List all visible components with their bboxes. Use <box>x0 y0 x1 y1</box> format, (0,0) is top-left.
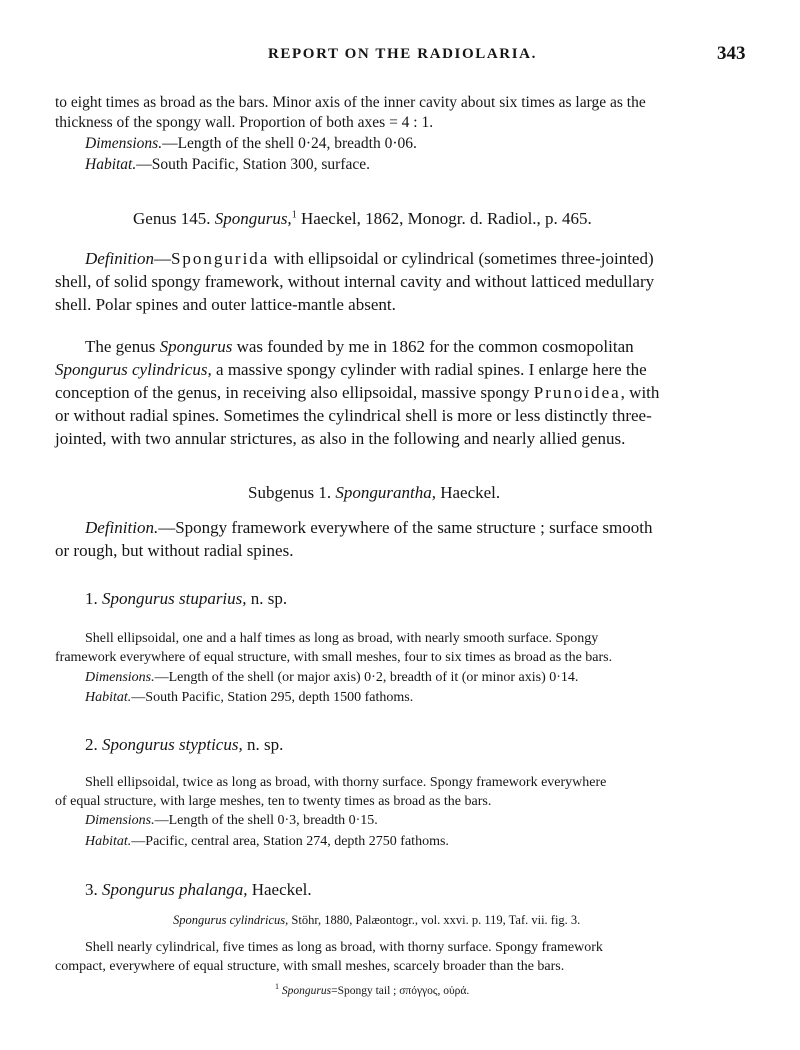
species-synonym: Spongurus cylindricus, Stöhr, 1880, Palæontogr., vol. xxvi. p. 119, Taf. vii. fig. 3. <box>173 913 581 927</box>
species-description-line: compact, everywhere of equal structure, with small meshes, scarcely broader than the bars. <box>55 959 565 974</box>
species-heading: 2. Spongurus stypticus, n. sp. <box>85 735 284 754</box>
species-habitat: Habitat.—South Pacific, Station 295, depth 1500 fathoms. <box>85 690 414 705</box>
subgenus-definition-line-1: Definition.—Spongy framework everywhere of the same structure ; surface smooth <box>85 518 653 537</box>
running-header: REPORT ON THE RADIOLARIA. <box>268 46 537 62</box>
species-name: Spongurus stuparius, <box>102 589 247 608</box>
intro-line-2: thickness of the spongy wall. Proportion of both axes = 4 : 1. <box>55 114 434 131</box>
subgenus-definition-line-2: or rough, but without radial spines. <box>55 541 294 560</box>
genus-para-line-1: The genus Spongurus was founded by me in 1862 for the common cosmopolitan <box>85 337 634 356</box>
dimensions-text: —Length of the shell 0·24, breadth 0·06. <box>162 135 417 152</box>
genus-prefix: Genus 145. <box>133 209 211 228</box>
genus-definition-line-3: shell. Polar spines and outer lattice-mantle absent. <box>55 295 396 314</box>
genus-heading <box>133 209 592 229</box>
species-name: Spongurus phalanga, <box>102 880 248 899</box>
species-heading: 1. Spongurus stuparius, n. sp. <box>85 589 288 608</box>
genus-citation: Haeckel, 1862, Monogr. d. Radiol., p. 465. <box>296 209 592 228</box>
species-description-line: Shell ellipsoidal, twice as long as broad, with thorny surface. Spongy framework everywhere <box>85 775 607 790</box>
species-dimensions: Dimensions.—Length of the shell (or major axis) 0·2, breadth of it (or minor axis) 0·14. <box>85 670 579 685</box>
genus-definition-line-2: shell, of solid spongy framework, without internal cavity and without latticed medullary <box>55 272 655 291</box>
species-habitat: Habitat.—Pacific, central area, Station 274, depth 2750 fathoms. <box>85 834 449 849</box>
definition-label: Definition <box>85 249 154 268</box>
species-description-line: Shell ellipsoidal, one and a half times as long as broad, with nearly smooth surface. Spongy <box>85 631 599 646</box>
genus-para-line-5: jointed, with two annular strictures, as also in the following and nearly allied genus. <box>55 429 626 448</box>
species-description-line: Shell nearly cylindrical, five times as long as broad, with thorny surface. Spongy framework <box>85 940 603 955</box>
genus-definition-line-1: Definition—Spongurida with ellipsoidal or cylindrical (sometimes three-jointed) <box>85 249 654 268</box>
spaced-group-name: Spongurida <box>170 249 270 268</box>
subgenus-heading: Subgenus 1. Spongurantha, Haeckel. <box>248 483 501 502</box>
subgenus-name: Spongurantha, <box>335 483 436 502</box>
genus-para-line-2: Spongurus cylindricus, a massive spongy cylinder with radial spines. I enlarge here the <box>55 360 647 379</box>
genus-para-line-4: or without radial spines. Sometimes the cylindrical shell is more or less distinctly three- <box>55 406 652 425</box>
species-description-line: of equal structure, with large meshes, ten to twenty times as broad as the bars. <box>55 794 492 809</box>
species-dimensions: Dimensions.—Length of the shell 0·3, breadth 0·15. <box>85 813 378 828</box>
intro-line-1: to eight times as broad as the bars. Minor axis of the inner cavity about six times as large as the <box>55 94 646 111</box>
species-name: Spongurus stypticus, <box>102 735 243 754</box>
habitat-text: —South Pacific, Station 300, surface. <box>136 156 370 173</box>
genus-para-line-3: conception of the genus, in receiving also ellipsoidal, massive spongy Prunoidea, with <box>55 383 660 402</box>
species-heading: 3. Spongurus phalanga, Haeckel. <box>85 880 312 899</box>
footnote: $^1$ Spongurus=Spongy tail ; σπόγγος, οὐρά. <box>275 982 470 997</box>
intro-dimensions <box>85 134 417 154</box>
dimensions-label: Dimensions. <box>85 135 163 152</box>
footnote-ref: 1 <box>291 209 297 221</box>
habitat-label: Habitat. <box>85 156 137 173</box>
species-description-line: framework everywhere of equal structure, with small meshes, four to six times as broad as the bars. <box>55 650 613 665</box>
page-number: 343 <box>717 43 746 64</box>
intro-habitat <box>85 155 370 175</box>
genus-name: Spongurus, <box>214 209 292 228</box>
